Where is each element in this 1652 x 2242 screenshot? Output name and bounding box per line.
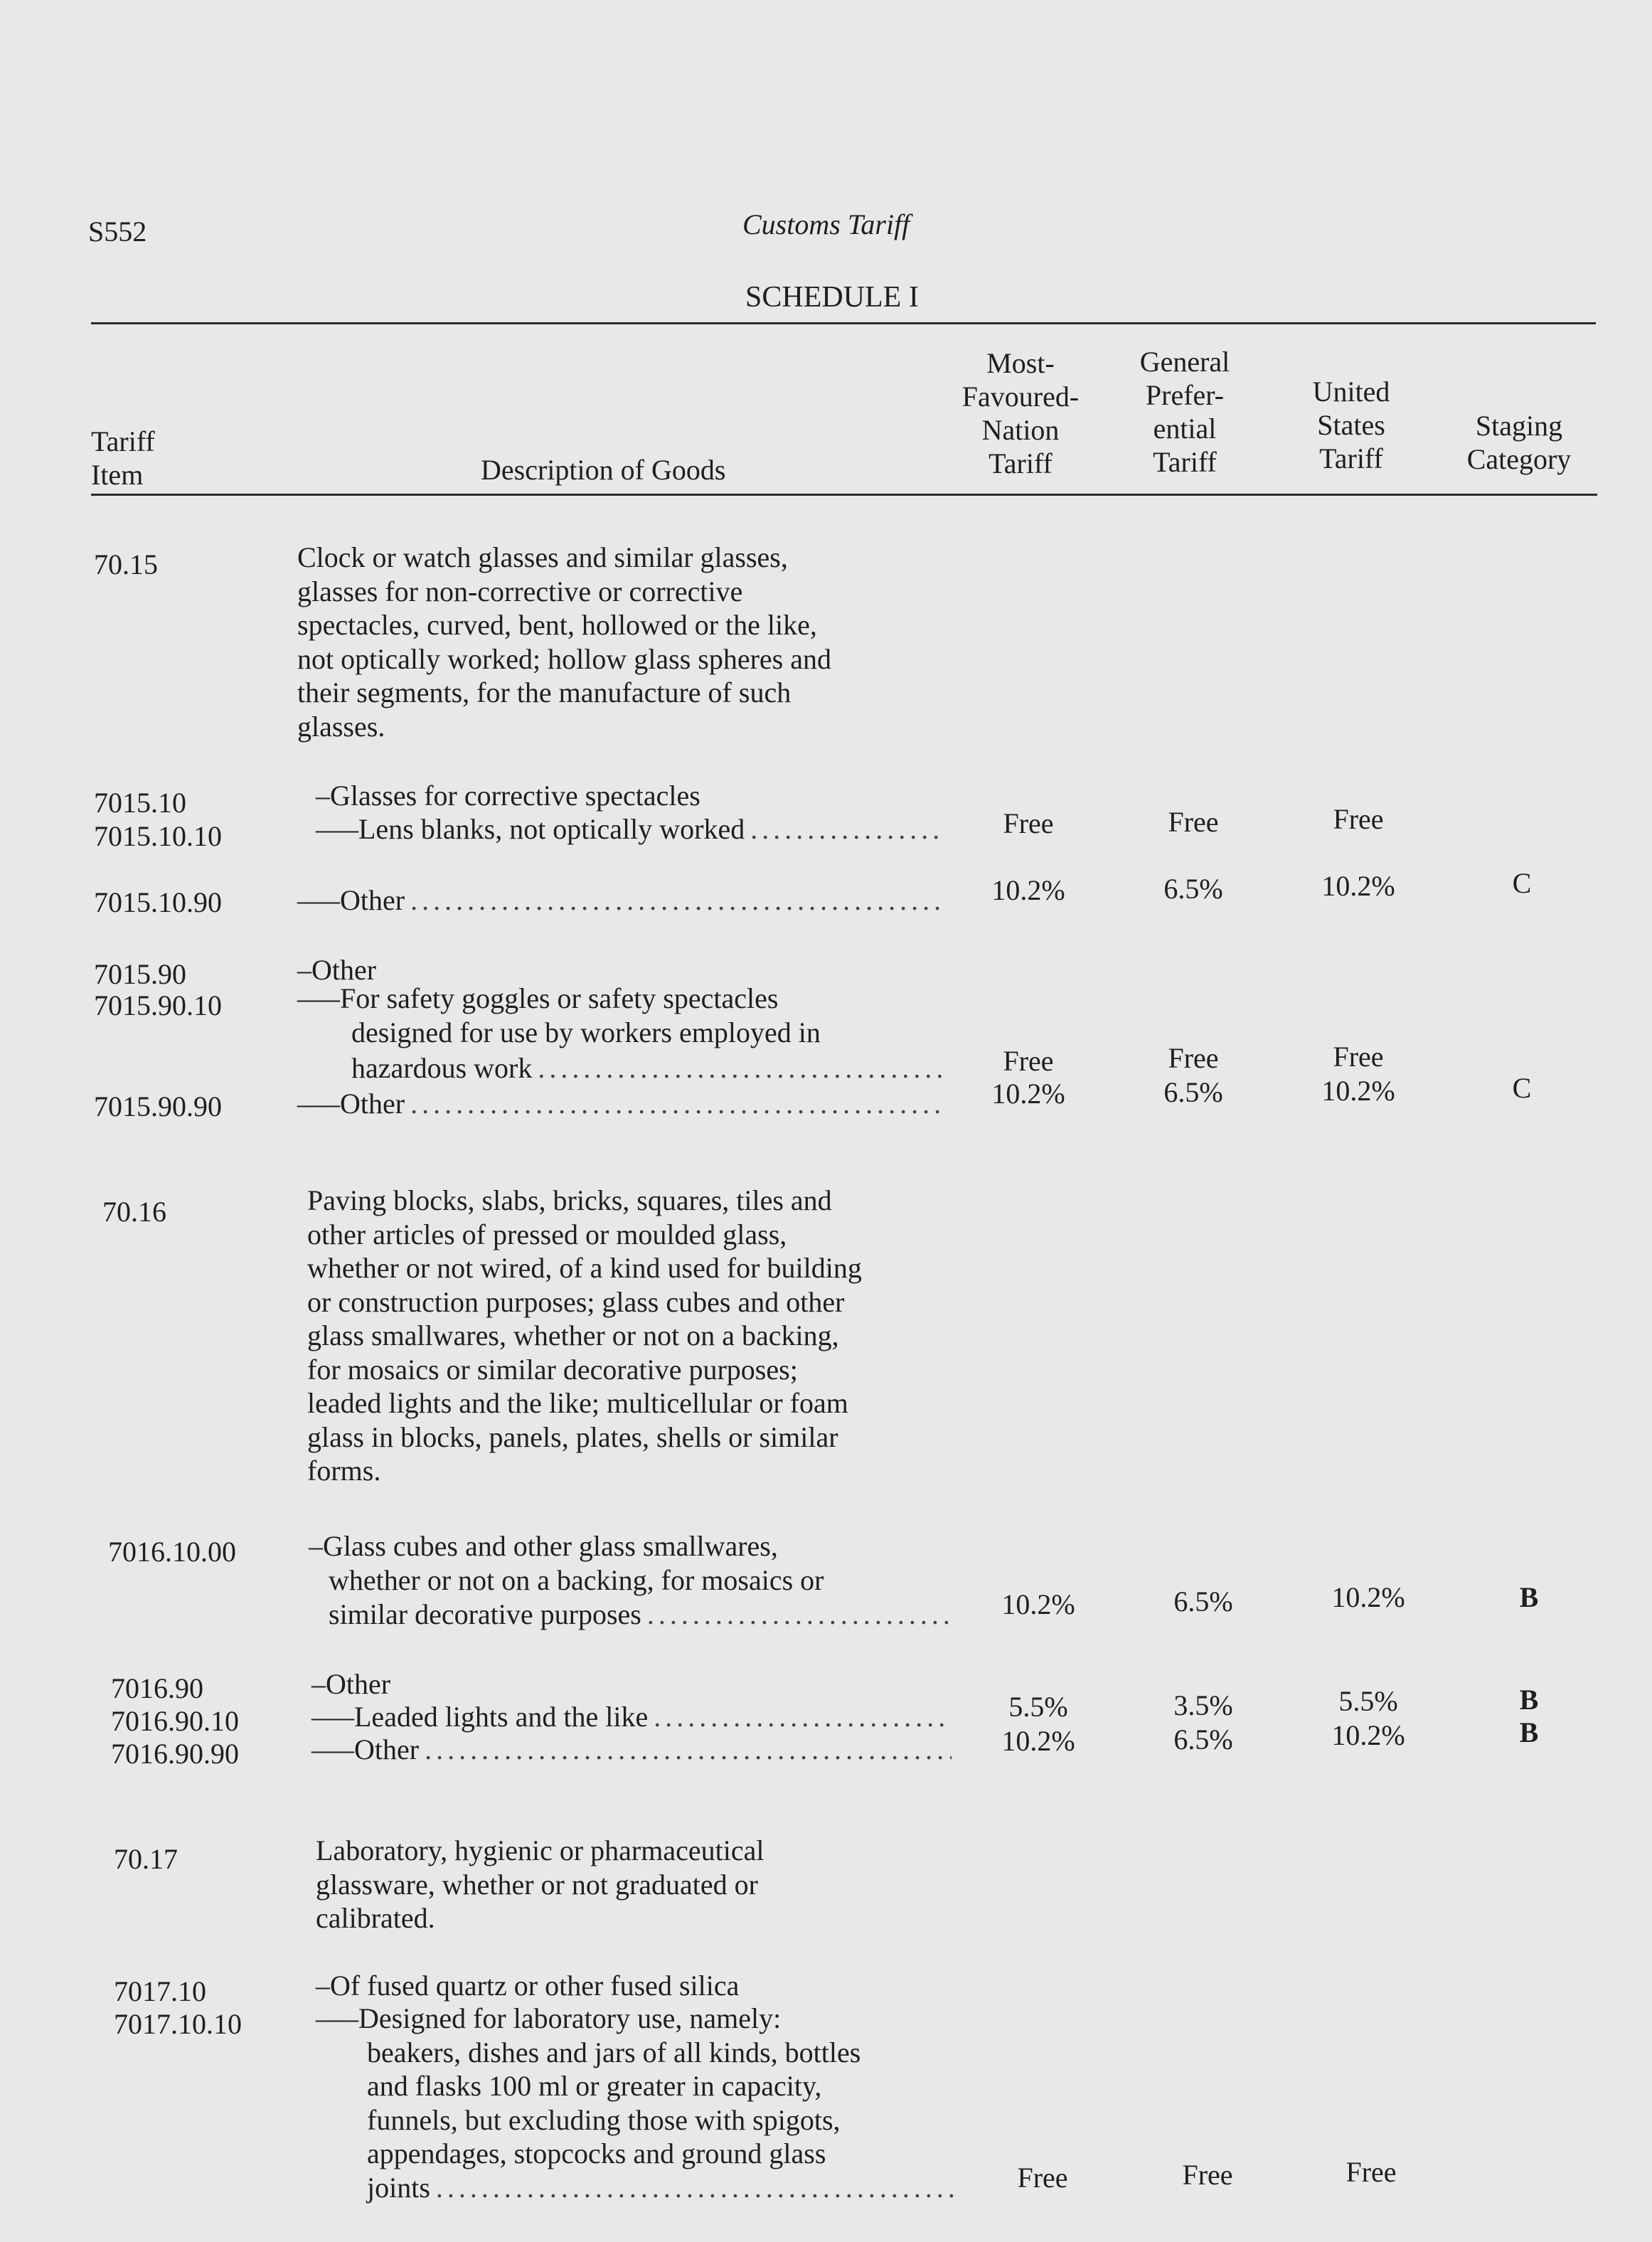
header-bottom-rule <box>91 494 1597 496</box>
column-heading-gpt: General Prefer- ential Tariff <box>1139 346 1230 478</box>
staging-category: B <box>1519 1716 1539 1748</box>
subheading-description: –Other <box>297 954 377 986</box>
header-top-rule <box>91 322 1596 324</box>
mfn-rate: 10.2% <box>1001 1588 1075 1620</box>
tariff-code: 7016.10.00 <box>108 1536 236 1568</box>
ust-rate: Free <box>1333 803 1384 835</box>
line-item-description-end: hazardous work ..... <box>351 1051 942 1085</box>
subheading-description: –Of fused quartz or other fused silica <box>316 1970 740 2002</box>
gpt-rate: Free <box>1168 806 1219 838</box>
column-heading-staging: Staging Category <box>1466 410 1572 475</box>
column-heading-ust: United States Tariff <box>1312 376 1390 474</box>
staging-category: B <box>1519 1684 1539 1716</box>
tariff-code: 7015.90.10 <box>94 989 222 1021</box>
heading-description: Paving blocks, slabs, bricks, squares, tiles and other articles of pressed or moulded glass, whether or not wired, of a kind used for building or construction purposes; glass cubes and other glass smallwares, whether or not on a backing, for mosaics or similar decorative purposes; leaded lights and the like; multicellular or foam glass in blocks, panels, plates, shells or similar forms. <box>307 1184 862 1487</box>
line-item-description: –Glass cubes and other glass smallwares, whether or not on a backing, for mosaics or <box>309 1530 824 1596</box>
staging-category: C <box>1512 1072 1532 1104</box>
tariff-code: 70.16 <box>102 1196 166 1228</box>
ust-rate: 10.2% <box>1321 870 1395 902</box>
ust-rate: Free <box>1345 2156 1397 2188</box>
tariff-code: 7016.90.90 <box>111 1738 239 1770</box>
line-item-description: –––Other ..... <box>297 883 942 918</box>
line-item-description-end: joints ..... <box>367 2171 957 2205</box>
tariff-code: 7015.90 <box>94 958 186 990</box>
column-heading-description: Description of Goods <box>481 454 726 486</box>
mfn-rate: 10.2% <box>1001 1725 1075 1757</box>
staging-category: C <box>1512 867 1532 899</box>
gpt-rate: 3.5% <box>1173 1689 1233 1721</box>
running-title: Customs Tariff <box>742 208 910 240</box>
mfn-rate: 10.2% <box>991 874 1065 906</box>
tariff-code: 7017.10.10 <box>114 2008 242 2040</box>
gpt-rate: Free <box>1168 1042 1219 1074</box>
ust-rate: 10.2% <box>1331 1581 1405 1613</box>
column-heading-mfn: Most- Favoured- Nation Tariff <box>961 347 1080 479</box>
mfn-rate: Free <box>1003 1045 1054 1077</box>
ust-rate: 5.5% <box>1338 1685 1398 1717</box>
gpt-rate: 6.5% <box>1173 1723 1233 1755</box>
line-item-description: –––Designed for laboratory use, namely: beakers, dishes and jars of all kinds, bottles and flasks 100 ml or greater in capacity, funnels, but excluding those with spigots, appendages, stopcocks and ground glass <box>316 2002 861 2169</box>
heading-description: Laboratory, hygienic or pharmaceutical glassware, whether or not graduated or calibrated. <box>316 1834 764 1934</box>
tariff-code: 70.17 <box>114 1843 178 1875</box>
mfn-rate: Free <box>1017 2162 1068 2194</box>
mfn-rate: 10.2% <box>991 1078 1065 1110</box>
line-item-description: –––Leaded lights and the like ..... <box>311 1700 952 1734</box>
heading-description: Clock or watch glasses and similar glasses, glasses for non-corrective or corrective spectacles, curved, bent, hollowed or the like, not optically worked; hollow glass spheres and their segments, for the manufacture of such glasses. <box>297 541 831 743</box>
line-item-description: –––Other ..... <box>297 1087 942 1121</box>
line-item-description: –––For safety goggles or safety spectacles designed for use by workers employed in <box>297 982 821 1048</box>
tariff-code: 70.15 <box>94 548 158 580</box>
tariff-code: 7016.90 <box>111 1672 203 1704</box>
subheading-description: –Other <box>311 1668 391 1700</box>
ust-rate: 10.2% <box>1321 1075 1395 1107</box>
column-heading-tariff-item: Tariff Item <box>91 425 155 491</box>
line-item-description: –––Other ..... <box>311 1733 952 1767</box>
tariff-code: 7016.90.10 <box>111 1705 239 1737</box>
ust-rate: Free <box>1333 1041 1384 1073</box>
schedule-title: SCHEDULE I <box>745 281 919 314</box>
gpt-rate: 6.5% <box>1163 873 1223 905</box>
tariff-code: 7015.10.90 <box>94 886 222 918</box>
gpt-rate: 6.5% <box>1173 1585 1233 1617</box>
mfn-rate: 5.5% <box>1008 1691 1068 1723</box>
tariff-code: 7015.90.90 <box>94 1090 222 1122</box>
tariff-code: 7017.10 <box>114 1975 206 2007</box>
subheading-description: –Glasses for corrective spectacles <box>316 780 700 812</box>
tariff-code: 7015.10 <box>94 787 186 819</box>
staging-category: B <box>1519 1581 1539 1613</box>
line-item-description: –––Lens blanks, not optically worked ..... <box>316 812 942 846</box>
mfn-rate: Free <box>1003 807 1054 839</box>
gpt-rate: Free <box>1182 2159 1233 2191</box>
tariff-code: 7015.10.10 <box>94 820 222 852</box>
ust-rate: 10.2% <box>1331 1719 1405 1751</box>
gpt-rate: 6.5% <box>1163 1076 1223 1108</box>
page-number: S552 <box>88 216 147 248</box>
line-item-description-end: similar decorative purposes ..... <box>329 1598 952 1632</box>
